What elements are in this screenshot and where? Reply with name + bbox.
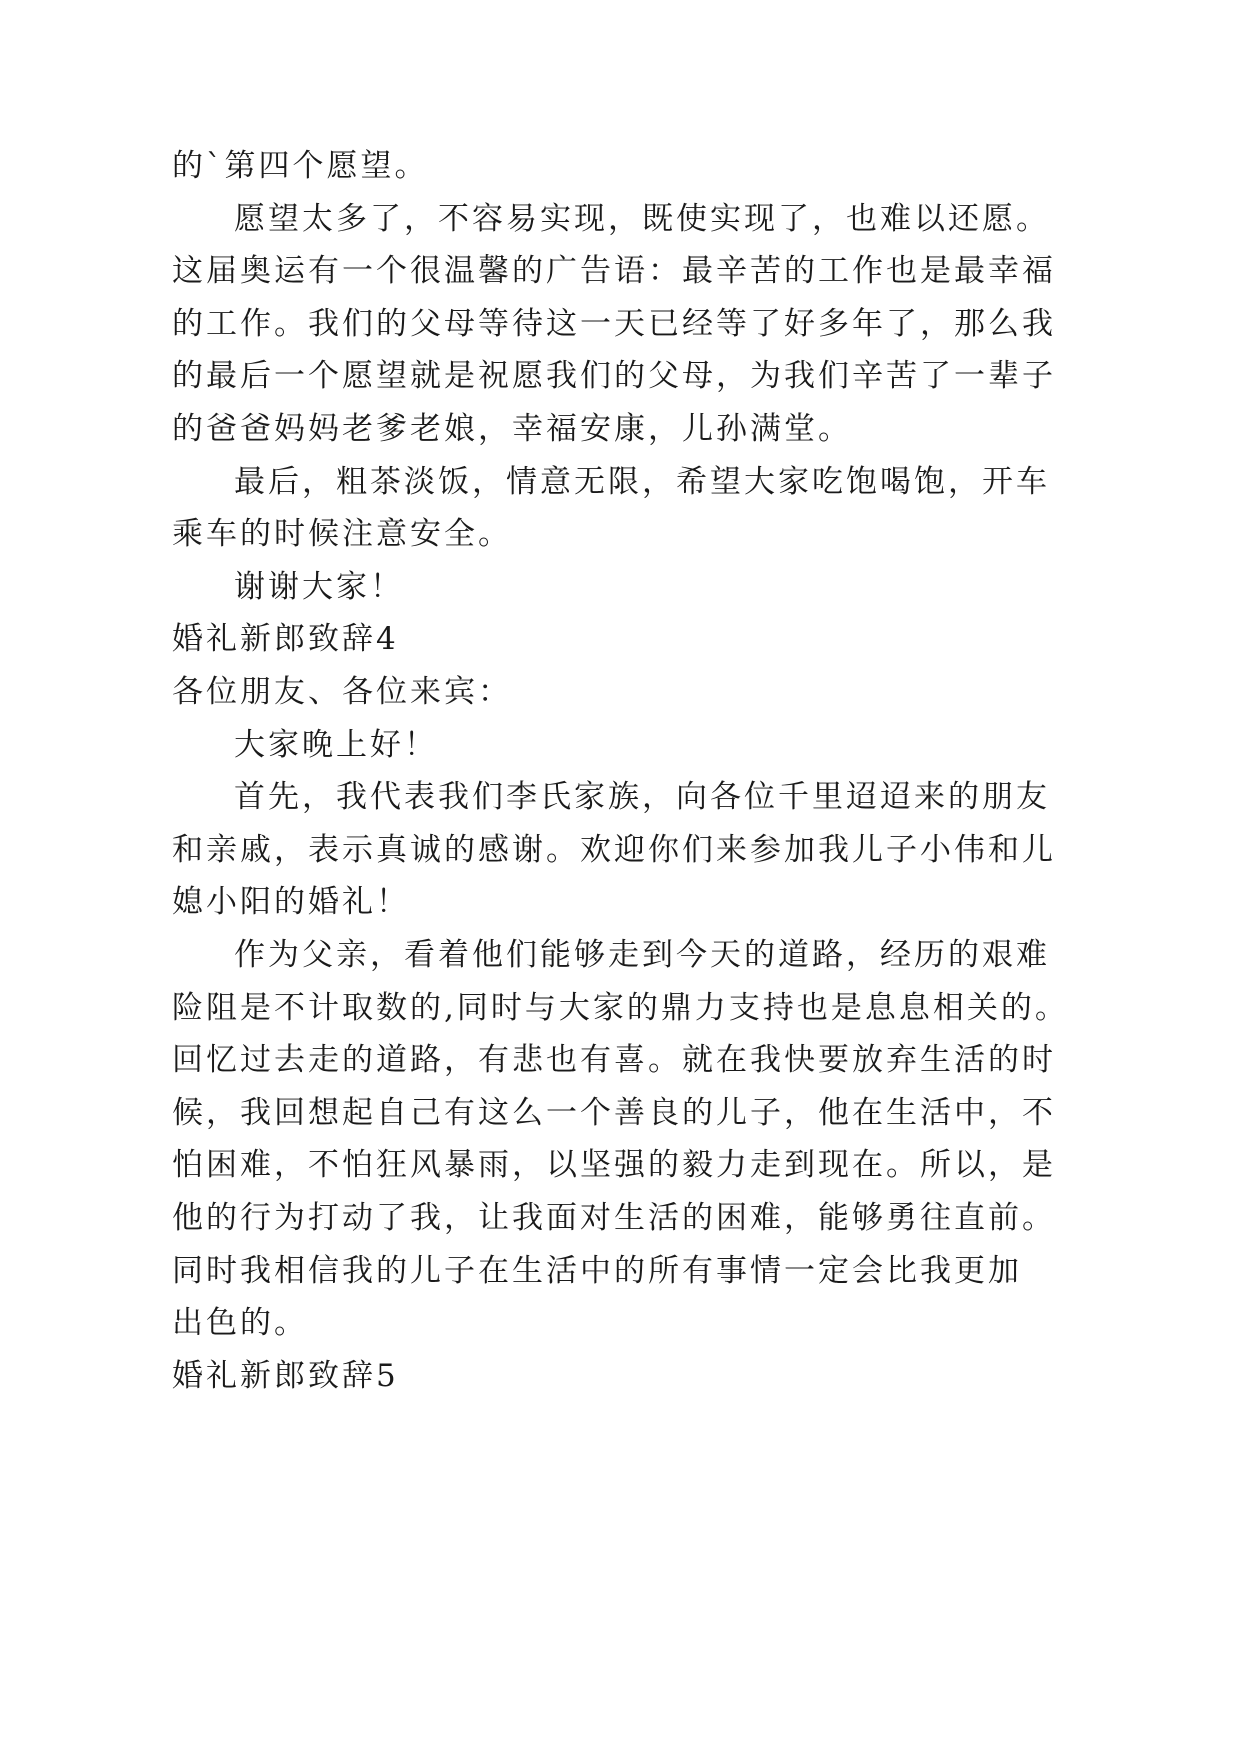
heading-text: 婚礼新郎致辞5 [172,1358,399,1394]
paragraph-line: 乘车的时候注意安全。 [172,516,512,552]
paragraph-line: 愿望太多了，不容易实现，既使实现了，也难以还愿。 [234,201,1050,237]
paragraph-line: 大家晚上好！ [234,727,438,763]
paragraph-line: 各位朋友、各位来宾： [172,674,512,710]
paragraph-line: 首先，我代表我们李氏家族，向各位千里迢迢来的朋友 [234,779,1050,815]
paragraph-line: 回忆过去走的道路，有悲也有喜。就在我快要放弃生活的时 [172,1042,1056,1078]
paragraph-line: 最后，粗茶淡饭，情意无限，希望大家吃饱喝饱，开车 [234,464,1050,500]
paragraph-line: 的`第四个愿望。 [172,148,429,184]
paragraph-line: 媳小阳的婚礼！ [172,884,410,920]
paragraph-line: 出色的。 [172,1305,308,1341]
paragraph-line: 的最后一个愿望就是祝愿我们的父母，为我们辛苦了一辈子 [172,358,1056,394]
heading-text: 婚礼新郎致辞4 [172,621,399,657]
paragraph-line: 的工作。我们的父母等待这一天已经等了好多年了，那么我 [172,306,1056,342]
paragraph-line: 怕困难，不怕狂风暴雨，以坚强的毅力走到现在。所以，是 [172,1147,1056,1183]
paragraph-line: 候，我回想起自己有这么一个善良的儿子，他在生活中，不 [172,1095,1056,1131]
paragraph-line: 险阻是不计取数的,同时与大家的鼎力支持也是息息相关的。 [172,990,1069,1026]
paragraph-line: 作为父亲，看着他们能够走到今天的道路，经历的艰难 [234,937,1050,973]
paragraph-line: 谢谢大家！ [234,569,404,605]
paragraph-line: 同时我相信我的儿子在生活中的所有事情一定会比我更加 [172,1253,1022,1289]
paragraph-line: 和亲戚，表示真诚的感谢。欢迎你们来参加我儿子小伟和儿 [172,832,1056,868]
paragraph-line: 这届奥运有一个很温馨的广告语：最辛苦的工作也是最幸福 [172,253,1056,289]
paragraph-line: 他的行为打动了我，让我面对生活的困难，能够勇往直前。 [172,1200,1056,1236]
paragraph-line: 的爸爸妈妈老爹老娘，幸福安康，儿孙满堂。 [172,411,852,447]
